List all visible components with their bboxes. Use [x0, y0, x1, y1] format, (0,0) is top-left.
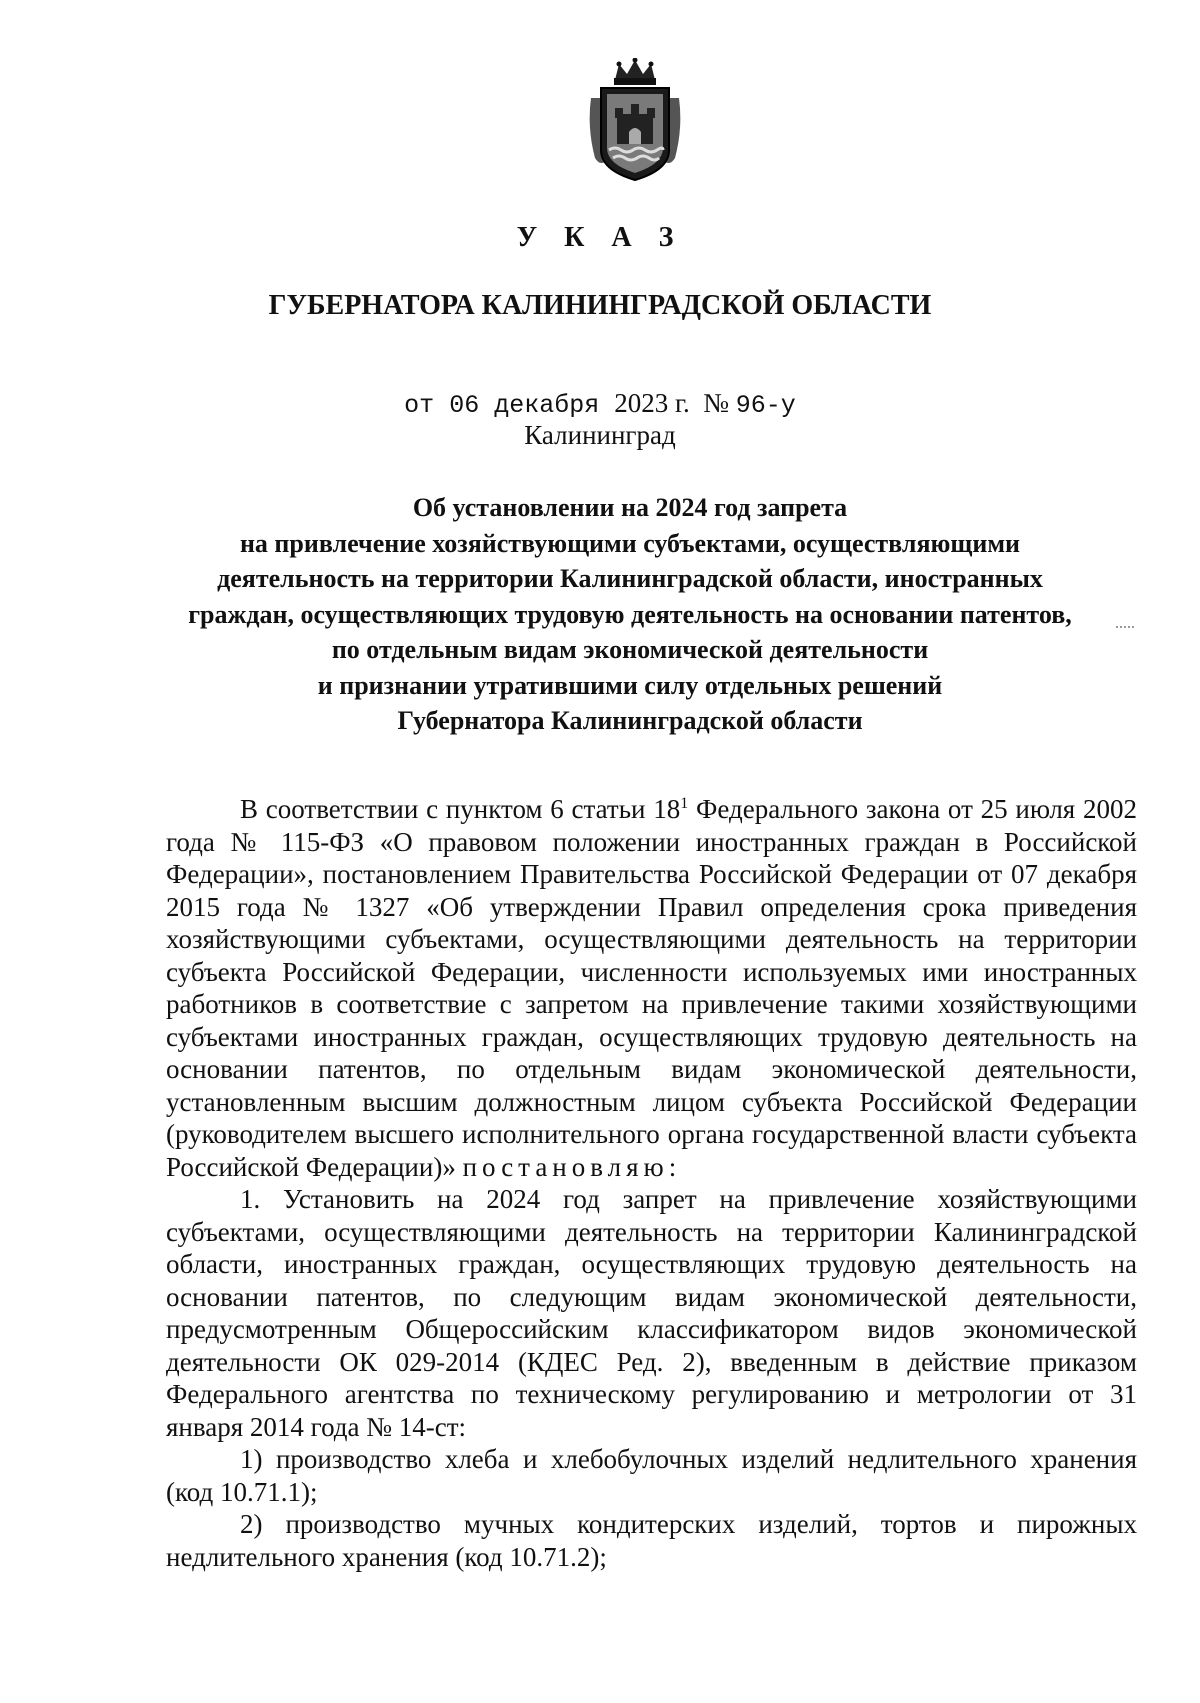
subitem-2-paragraph: 2) производство мучных кондитерских изделий, тортов и пирожных недлительного хранения (код 10.71.2); — [166, 1509, 1137, 1572]
heading-line: на привлечение хозяйствующими субъектами, осуществляющими — [239, 528, 1021, 558]
date-prefix: от — [404, 391, 435, 420]
date-year: 2023 г. — [614, 388, 690, 418]
issuer-title: ГУБЕРНАТОРА КАЛИНИНГРАДСКОЙ ОБЛАСТИ — [268, 290, 932, 321]
heading-line: Об установлении на 2024 год запрета — [412, 493, 848, 522]
article-superscript: 1 — [680, 795, 689, 812]
preamble-text-rest: Федерального закона от 25 июля 2002 года № 115-ФЗ «О правовом положении иностранных граждан в Российской Федерации», постановлением Правительства Российской Федерации от 07 декабря 2015 года № 1327 «Об утверждении Правил определения срока приведения хозяйствующими субъектами, осуществляющими деятельность на территории субъекта Российской Федерации, численности используемых ими иностранных работников в соответствие с запретом на привлечение такими хозяйствующими субъектами иностранных граждан, осуществляющих трудовую деятельность на основании патентов, по отдельным видам экономической деятельности, установленным высшим должностным лицом субъекта Российской Федерации (руководителем высшего исполнительного органа государственной власти субъекта Российской Федерации)» — [166, 794, 1137, 1182]
date-and-number-line — [0, 388, 1200, 420]
number-sign: № — [703, 388, 730, 418]
coat-of-arms-icon — [585, 58, 685, 182]
preamble-paragraph — [166, 788, 1137, 1183]
decree-word: постановляю: — [462, 1151, 682, 1182]
heading-line: граждан, осуществляющих трудовую деятельность на основании патентов, — [188, 599, 1072, 629]
heading-line: по отдельным видам экономической деятельности — [331, 635, 929, 664]
item-1-paragraph: 1. Установить на 2024 год запрет на привлечение хозяйствующими субъектами, осуществляющими деятельность на территории Калининградской области, иностранных граждан, осуществляющих трудовую деятельность на основании патентов, по следующим видам экономической деятельности, предусмотренным Общероссийским классификатором видов экономической деятельности ОК 029-2014 (КДЕС Ред. 2), введенным в действие приказом Федерального агентства по техническому регулированию и метрологии от 31 января 2014 года № 14-ст: — [166, 1184, 1137, 1442]
date-day-month: 06 декабря — [449, 391, 600, 420]
heading-line: Губернатора Калининградской области — [397, 706, 863, 735]
document-heading — [150, 490, 1110, 739]
document-body — [166, 788, 1137, 1573]
document-number: 96-у — [735, 391, 796, 420]
heading-line: деятельность на территории Калининградской области, иностранных — [217, 564, 1043, 593]
subitem-1-paragraph: 1) производство хлеба и хлебобулочных изделий недлительного хранения (код 10.71.1); — [166, 1444, 1137, 1507]
scan-artifact-mark — [1116, 626, 1134, 630]
document-type-title: У К А З — [516, 222, 684, 253]
preamble-text-start: В соответствии с пунктом 6 статьи 18 — [240, 794, 681, 824]
city-label: Калининград — [524, 420, 676, 450]
heading-line: и признании утратившими силу отдельных решений — [317, 670, 943, 700]
